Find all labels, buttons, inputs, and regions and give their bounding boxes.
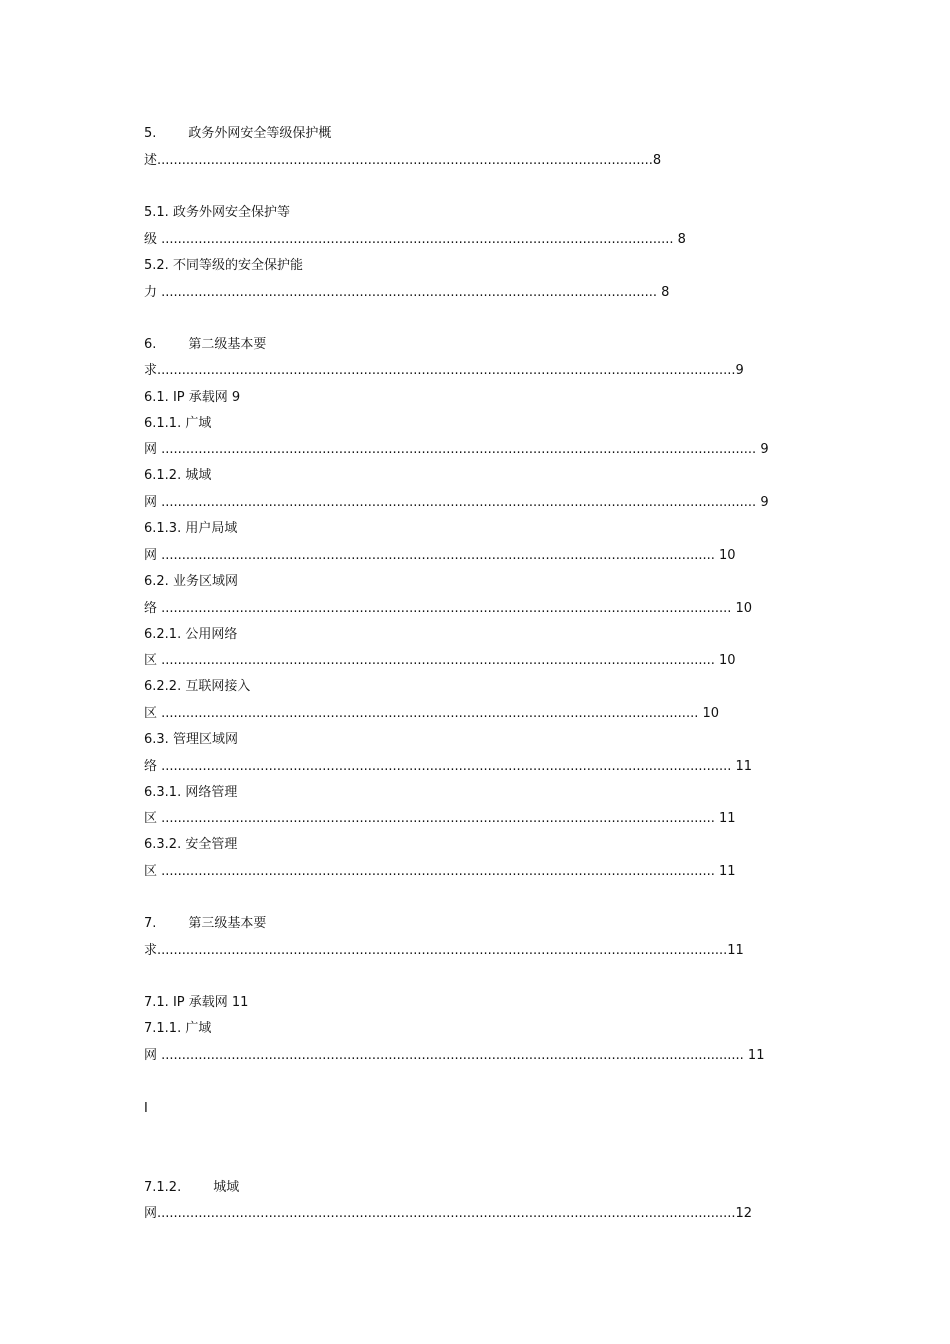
toc-heading-7-1[interactable]: 7.1. IP 承载网 11	[144, 995, 249, 1010]
toc-leader-7-1-2[interactable]: 网............................................................................................................................................12	[144, 1206, 753, 1221]
toc-number: 6.	[144, 337, 157, 352]
toc-heading-6-2[interactable]: 6.2. 业务区域网	[144, 574, 238, 589]
toc-leader-6-1-1[interactable]: 网 ................................................................................................................................................ 9	[144, 442, 769, 457]
toc-number: 7.1.2.	[144, 1180, 182, 1195]
toc-heading-6-3-1[interactable]: 6.3.1. 网络管理	[144, 785, 238, 800]
toc-leader-6-2-2[interactable]: 区 .................................................................................................................................. 10	[144, 706, 720, 721]
toc-heading-5-2[interactable]: 5.2. 不同等级的安全保护能	[144, 258, 303, 273]
toc-leader-5-1[interactable]: 级 ............................................................................................................................ 8	[144, 232, 686, 247]
toc-leader-6-1-2[interactable]: 网 ................................................................................................................................................ 9	[144, 495, 769, 510]
toc-leader-6-2-1[interactable]: 区 ...................................................................................................................................... 10	[144, 653, 736, 668]
toc-leader-7[interactable]: 求..........................................................................................................................................11	[144, 943, 744, 958]
toc-number: 5.	[144, 126, 157, 141]
toc-heading-7-1-2[interactable]	[144, 1178, 239, 1198]
toc-heading-6-1-2[interactable]: 6.1.2. 城域	[144, 468, 212, 483]
toc-title: 第二级基本要	[188, 337, 267, 352]
toc-leader-6-2[interactable]: 络 .......................................................................................................................................... 10	[144, 601, 753, 616]
toc-heading-6-1[interactable]: 6.1. IP 承载网 9	[144, 390, 241, 405]
toc-heading-7[interactable]	[144, 914, 266, 934]
toc-heading-6-1-1[interactable]: 6.1.1. 广域	[144, 416, 212, 431]
toc-title: 第三级基本要	[188, 916, 267, 931]
toc-leader-6-1-3[interactable]: 网 ...................................................................................................................................... 10	[144, 548, 736, 563]
toc-title: 城域	[213, 1180, 240, 1195]
toc-heading-6-1-3[interactable]: 6.1.3. 用户局域	[144, 521, 238, 536]
toc-heading-7-1-1[interactable]: 7.1.1. 广域	[144, 1021, 212, 1036]
toc-leader-6-3-2[interactable]: 区 ...................................................................................................................................... 11	[144, 864, 736, 879]
toc-leader-6-3[interactable]: 络 .......................................................................................................................................... 11	[144, 759, 753, 774]
toc-heading-6-3-2[interactable]: 6.3.2. 安全管理	[144, 837, 238, 852]
toc-heading-6[interactable]	[144, 335, 266, 355]
toc-heading-6-2-1[interactable]: 6.2.1. 公用网络	[144, 627, 238, 642]
toc-leader-5[interactable]: 述........................................................................................................................8	[144, 153, 662, 168]
toc-leader-6[interactable]: 求............................................................................................................................................9	[144, 363, 744, 378]
toc-leader-5-2[interactable]: 力 ........................................................................................................................ 8	[144, 285, 670, 300]
toc-heading-5-1[interactable]: 5.1. 政务外网安全保护等	[144, 205, 290, 220]
toc-heading-6-2-2[interactable]: 6.2.2. 互联网接入	[144, 679, 251, 694]
toc-heading-6-3[interactable]: 6.3. 管理区域网	[144, 732, 238, 747]
toc-leader-7-1-1[interactable]: 网 ............................................................................................................................................. 11	[144, 1048, 765, 1063]
toc-heading-5[interactable]	[144, 124, 331, 144]
toc-title: 政务外网安全等级保护概	[188, 126, 332, 141]
page-number-roman: I	[144, 1101, 148, 1116]
toc-leader-6-3-1[interactable]: 区 ...................................................................................................................................... 11	[144, 811, 736, 826]
toc-number: 7.	[144, 916, 157, 931]
